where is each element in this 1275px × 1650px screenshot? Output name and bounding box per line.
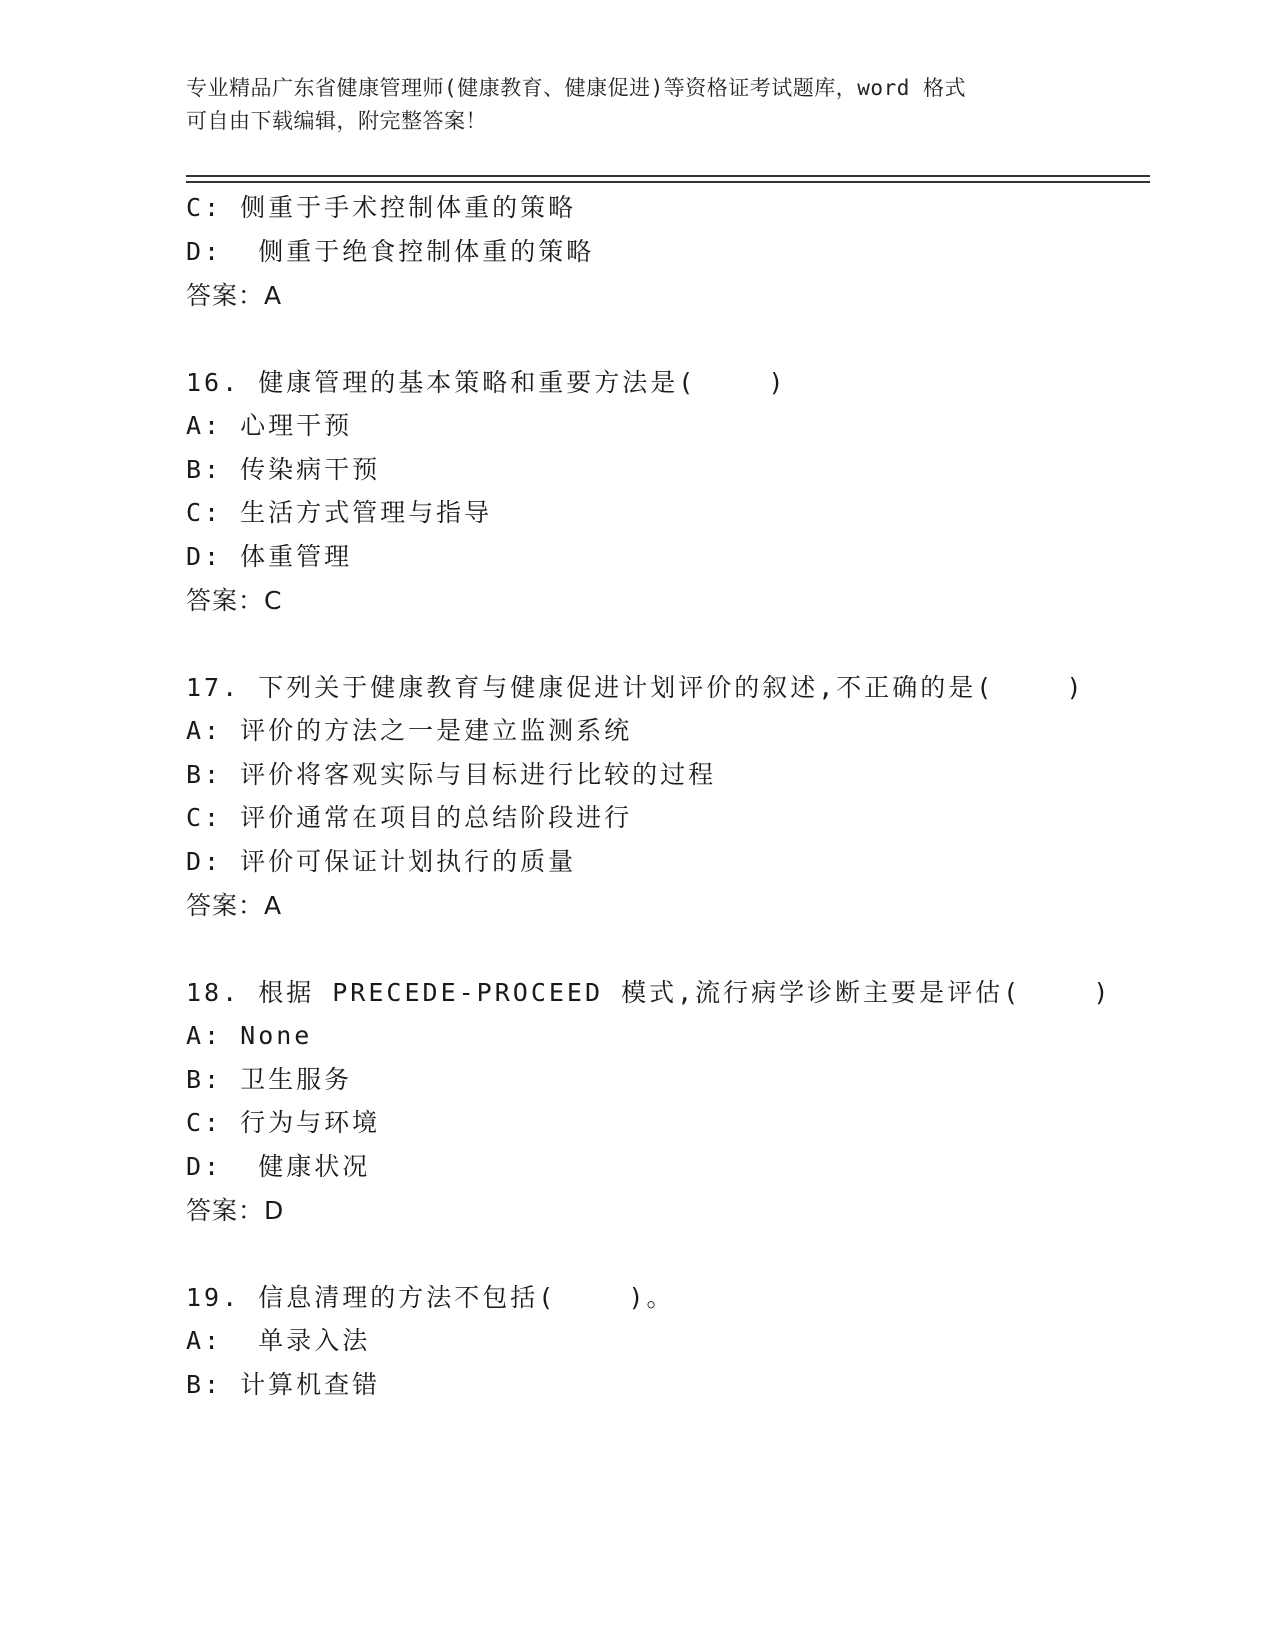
q16-option-a: A: 心理干预 xyxy=(186,411,353,440)
header-divider-bottom xyxy=(186,181,1150,183)
header-divider-top xyxy=(186,175,1150,177)
q18-question: 18. 根据 PRECEDE-PROCEED 模式,流行病学诊断主要是评估( ) xyxy=(186,978,1112,1007)
q18-option-d: D: 健康状况 xyxy=(186,1152,371,1181)
q17-option-b: B: 评价将客观实际与目标进行比较的过程 xyxy=(186,760,717,789)
header-line-1: 专业精品广东省健康管理师(健康教育、健康促进)等资格证考试题库，word 格式 xyxy=(186,76,966,100)
q17-question: 17. 下列关于健康教育与健康促进计划评价的叙述,不正确的是( ) xyxy=(186,673,1085,702)
q17-option-a: A: 评价的方法之一是建立监测系统 xyxy=(186,716,633,745)
q16-question: 16. 健康管理的基本策略和重要方法是( ) xyxy=(186,368,787,397)
q16-answer: 答案：C xyxy=(186,586,283,615)
q15-answer: 答案：A xyxy=(186,281,283,310)
q15-option-d: D: 侧重于绝食控制体重的策略 xyxy=(186,237,595,266)
q19-option-a: A: 单录入法 xyxy=(186,1326,371,1355)
header-line-2: 可自由下载编辑，附完整答案！ xyxy=(186,109,487,133)
document-header xyxy=(186,72,1086,138)
q16-option-c: C: 生活方式管理与指导 xyxy=(186,498,493,527)
q18-option-a: A: None xyxy=(186,1021,313,1050)
q16-option-d: D: 体重管理 xyxy=(186,542,353,571)
q17-option-c: C: 评价通常在项目的总结阶段进行 xyxy=(186,803,633,832)
q19-option-b: B: 计算机查错 xyxy=(186,1370,381,1399)
q18-option-c: C: 行为与环境 xyxy=(186,1108,381,1137)
q16-option-b: B: 传染病干预 xyxy=(186,455,381,484)
q15-option-c: C: 侧重于手术控制体重的策略 xyxy=(186,193,577,222)
q17-answer: 答案：A xyxy=(186,891,283,920)
q18-option-b: B: 卫生服务 xyxy=(186,1065,353,1094)
q17-option-d: D: 评价可保证计划执行的质量 xyxy=(186,847,577,876)
q18-answer: 答案：D xyxy=(186,1196,285,1225)
q19-question: 19. 信息清理的方法不包括( )。 xyxy=(186,1283,675,1312)
